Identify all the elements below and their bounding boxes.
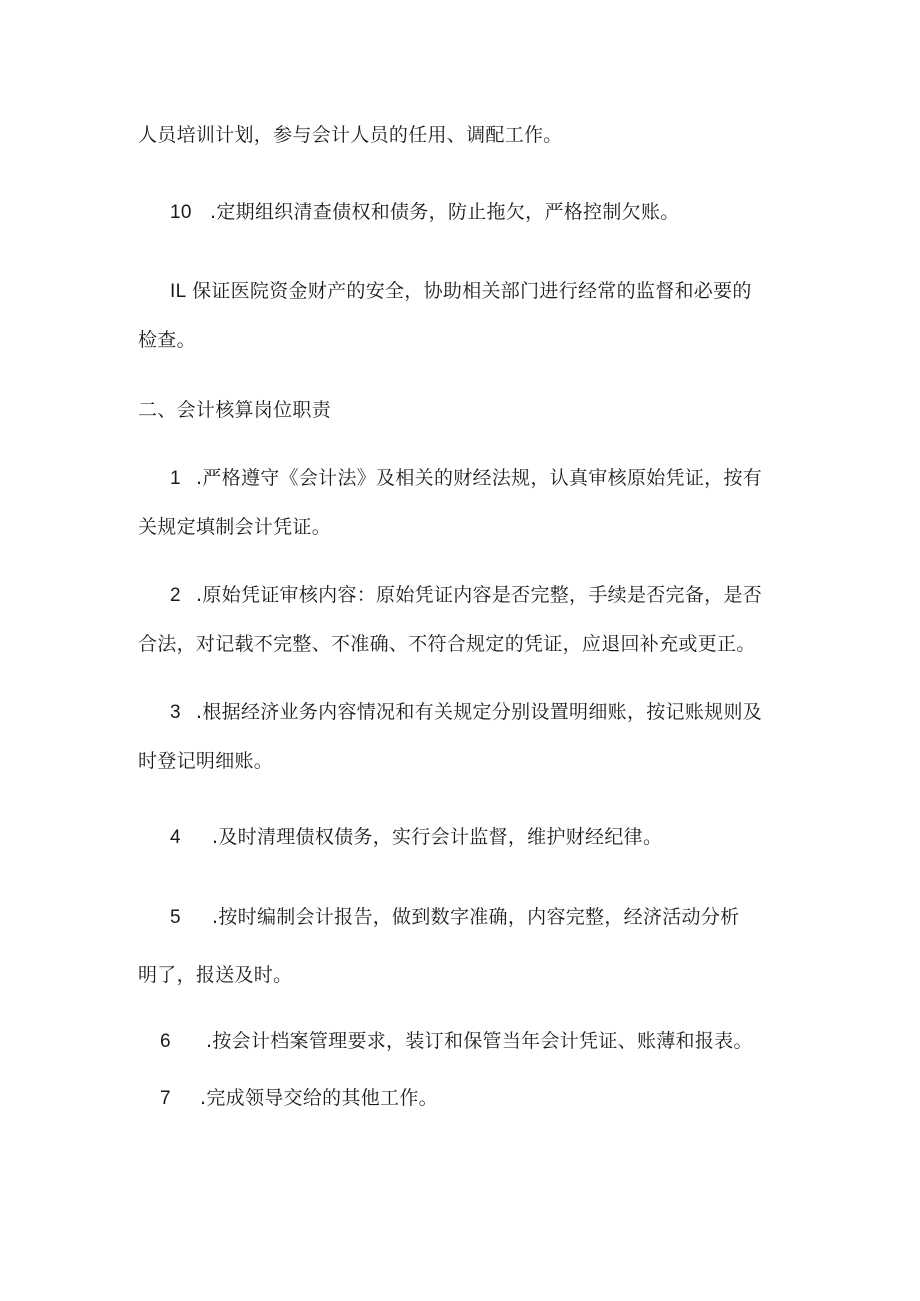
item-number: IL: [170, 281, 187, 302]
line-text: 检查。: [138, 329, 196, 351]
list-item: [170, 824, 662, 850]
text-line: [138, 122, 563, 148]
line-text: 合法，对记载不完整、不准确、不符合规定的凭证，应退回补充或更正。: [138, 633, 756, 655]
item-text: .严格遵守《会计法》及相关的财经法规，认真审核原始凭证，按有: [196, 467, 763, 489]
item-text: 保证医院资金财产的安全，协助相关部门进行经常的监督和必要的: [192, 280, 752, 302]
item-number: 5: [170, 907, 181, 928]
line-text: 人员培训计划，参与会计人员的任用、调配工作。: [138, 124, 563, 146]
item-number: 4: [170, 827, 181, 848]
list-item: [170, 699, 762, 725]
text-line: [138, 514, 331, 540]
item-text: .根据经济业务内容情况和有关规定分别设置明细账，按记账规则及: [196, 701, 763, 723]
text-line: [138, 962, 292, 988]
list-item: [160, 1085, 438, 1111]
item-number: 1: [170, 468, 181, 489]
item-text: .按会计档案管理要求，装订和保管当年会计凭证、账薄和报表。: [206, 1030, 753, 1052]
item-number: 7: [160, 1088, 171, 1109]
text-line: [138, 748, 273, 774]
list-item: [170, 904, 739, 930]
list-item: [160, 1028, 753, 1054]
item-text: .按时编制会计报告，做到数字准确，内容完整，经济活动分析: [212, 906, 740, 928]
item-text: .原始凭证审核内容：原始凭证内容是否完整，手续是否完备，是否: [196, 584, 763, 606]
heading-text: 二、会计核算岗位职责: [138, 399, 332, 421]
item-number: 10: [170, 202, 192, 223]
line-text: 关规定填制会计凭证。: [138, 516, 332, 538]
list-item: [170, 278, 752, 304]
item-text: .及时清理债权债务，实行会计监督，维护财经纪律。: [212, 826, 663, 848]
text-line: [138, 327, 196, 353]
list-item: [170, 465, 762, 491]
list-item: [170, 582, 762, 608]
text-line: [138, 631, 756, 657]
item-number: 2: [170, 585, 181, 606]
line-text: 时登记明细账。: [138, 750, 274, 772]
item-number: 6: [160, 1031, 171, 1052]
item-text: .定期组织清查债权和债务，防止拖欠，严格控制欠账。: [210, 201, 680, 223]
line-text: 明了，报送及时。: [138, 964, 293, 986]
item-number: 3: [170, 702, 181, 723]
list-item: [170, 199, 680, 225]
section-heading: [138, 397, 331, 423]
item-text: .完成领导交给的其他工作。: [200, 1087, 438, 1109]
